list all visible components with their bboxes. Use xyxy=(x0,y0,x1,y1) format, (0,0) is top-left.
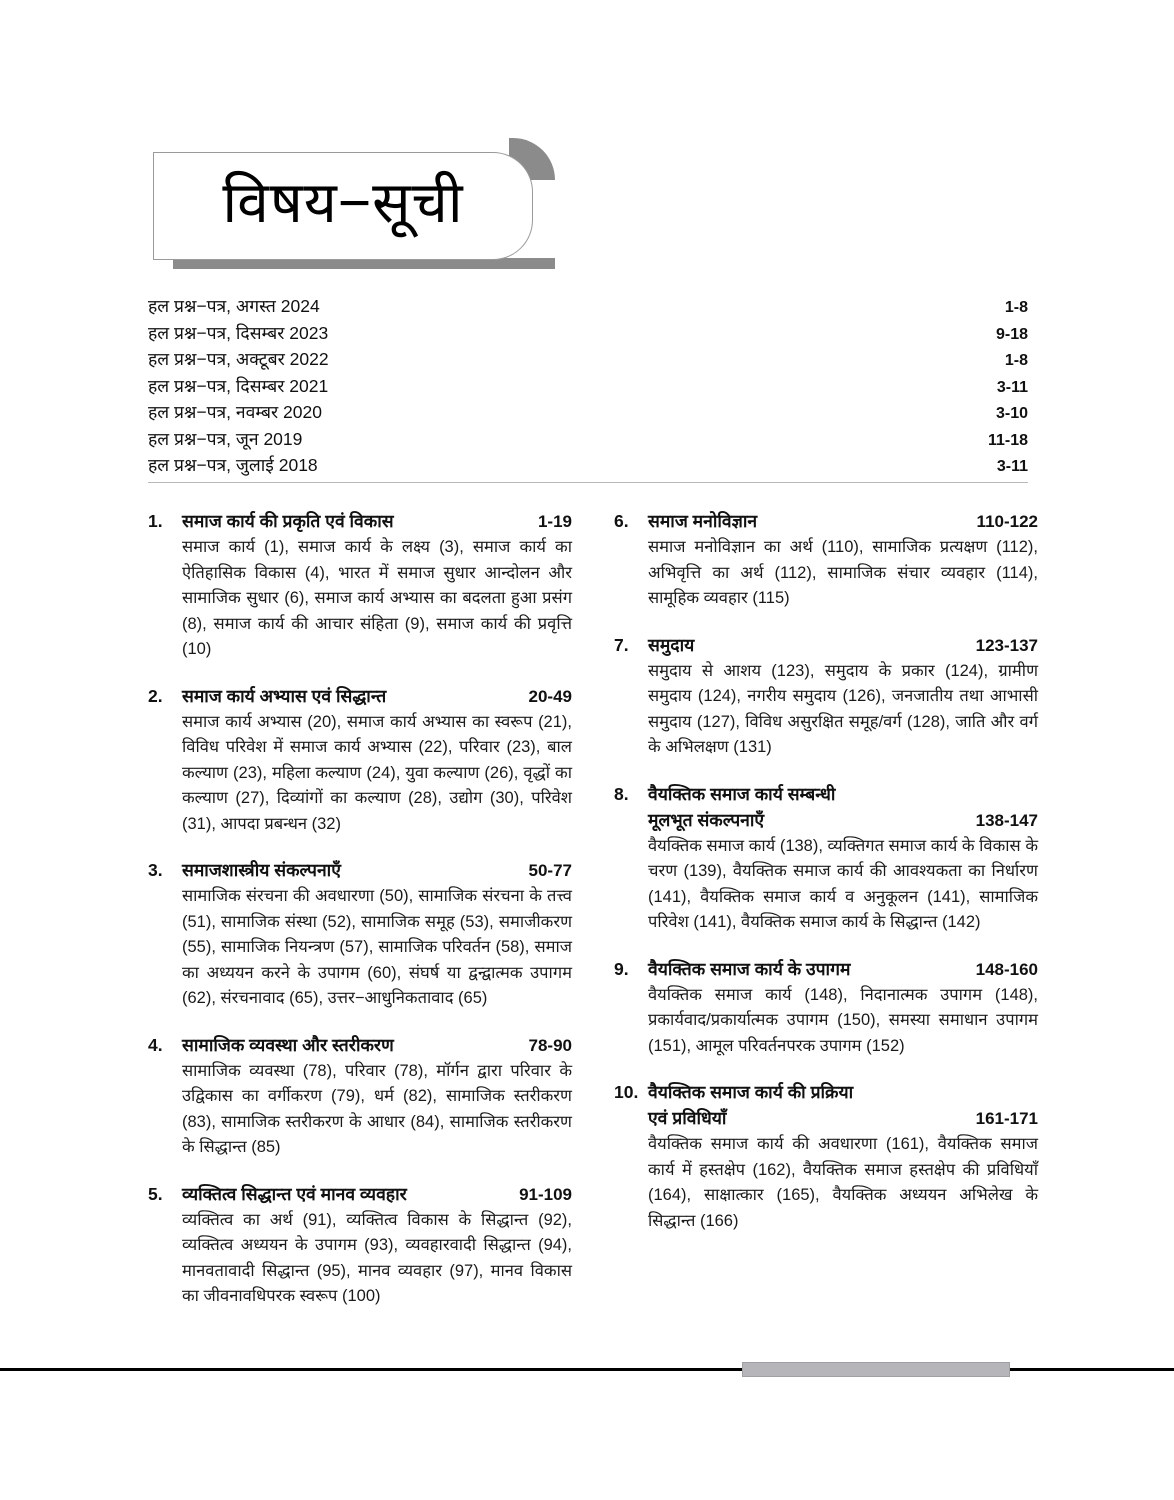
chapter-topics: समाज कार्य अभ्यास (20), समाज कार्य अभ्यास का स्वरूप (21), विविध परिवेश में समाज कार्य अभ्यास (22), परिवार (23), बाल कल्याण (23), महिला कल्याण (24), युवा कल्याण (26), वृद्धों का कल्याण (27), दिव्यांगों का कल्याण (28), उद्योग (30), परिवेश (31), आपदा प्रबन्धन (32) xyxy=(182,712,572,833)
chapter-topics: समाज मनोविज्ञान का अर्थ (110), सामाजिक प्रत्यक्षण (112), अभिवृत्ति का अर्थ (112), सामाजिक संचार व्यवहार (114), सामूहिक व्यवहार (115) xyxy=(648,538,1038,607)
paper-row xyxy=(148,347,1028,374)
chapter-heading xyxy=(614,956,1038,983)
chapter-heading xyxy=(614,508,1038,535)
chapters-right-column xyxy=(614,508,1038,1330)
paper-title: हल प्रश्न−पत्र, अक्टूबर 2022 xyxy=(148,349,329,369)
chapter-title: समाज मनोविज्ञान xyxy=(648,511,758,531)
chapter-title-wrap xyxy=(182,1032,572,1059)
chapter-title-wrap xyxy=(648,956,1038,983)
paper-page-range: 1-8 xyxy=(1004,352,1028,369)
paper-page-range: 3-11 xyxy=(996,458,1028,475)
chapter-topics: व्यक्तित्व का अर्थ (91), व्यक्तित्व विकास के सिद्धान्त (92), व्यक्तित्व अध्ययन के उपागम (93), व्यवहारवादी सिद्धान्त (94), मानवतावादी सिद्धान्त (95), मानव व्यवहार (97), मानव विकास का जीवनावधिपरक स्वरूप (100) xyxy=(182,1210,572,1305)
chapter-number: 8. xyxy=(614,783,629,804)
chapter-number: 7. xyxy=(614,634,629,655)
paper-page-range: 1-8 xyxy=(1004,299,1028,316)
chapter-topics: वैयक्तिक समाज कार्य (138), व्यक्तिगत समाज कार्य के विकास के चरण (139), वैयक्तिक समाज कार्य की आवश्यकता का निर्धारण (141), वैयक्तिक समाज कार्य व अनुकूलन (141), सामाजिक परिवेश (141), वैयक्तिक समाज कार्य के सिद्धान्त (142) xyxy=(648,836,1038,931)
chapter-page-range: 148-160 xyxy=(975,959,1038,979)
chapter-title-line2-row xyxy=(648,1105,1038,1132)
chapter-title: सामाजिक व्यवस्था और स्तरीकरण xyxy=(182,1034,394,1055)
paper-row xyxy=(148,427,1028,454)
paper-row xyxy=(148,453,1028,480)
chapter-entry[interactable] xyxy=(614,632,1038,761)
chapter-title: वैयक्तिक समाज कार्य सम्बन्धी xyxy=(648,783,836,804)
chapter-topics: सामाजिक व्यवस्था (78), परिवार (78), मॉर्गन द्वारा परिवार के उद्विकास का वर्गीकरण (79), धर्म (82), सामाजिक स्तरीकरण (83), सामाजिक स्तरीकरण के आधार (84), सामाजिक स्तरीकरण के सिद्धान्त (85) xyxy=(182,1061,572,1156)
chapter-topics: समुदाय से आशय (123), समुदाय के प्रकार (124), ग्रामीण समुदाय (124), नगरीय समुदाय (126), जनजातीय तथा आभासी समुदाय (127), विविध असुरक्षित समूह/वर्ग (128), जाति और वर्ग के अभिलक्षण (131) xyxy=(648,661,1038,756)
chapter-number: 10. xyxy=(614,1082,639,1102)
paper-row xyxy=(148,400,1028,427)
chapter-entry[interactable] xyxy=(148,683,572,838)
chapter-title: व्यक्तित्व सिद्धान्त एवं मानव व्यवहार xyxy=(182,1183,407,1204)
chapter-heading xyxy=(148,683,572,710)
chapter-heading xyxy=(614,632,1038,659)
chapter-entry[interactable] xyxy=(614,508,1038,612)
chapter-page-range: 1-19 xyxy=(537,512,572,531)
paper-page-range: 9-18 xyxy=(995,325,1028,343)
paper-title: हल प्रश्न−पत्र, नवम्बर 2020 xyxy=(148,402,322,422)
chapters-container xyxy=(148,508,1038,1330)
chapter-heading xyxy=(148,508,572,535)
chapter-number: 5. xyxy=(148,1183,163,1204)
chapter-title: वैयक्तिक समाज कार्य की प्रक्रिया xyxy=(648,1082,854,1102)
chapter-entry[interactable] xyxy=(148,508,572,663)
chapter-entry[interactable] xyxy=(614,1079,1038,1234)
chapter-number: 2. xyxy=(148,685,163,706)
chapter-title-wrap xyxy=(182,1181,572,1208)
chapter-number: 4. xyxy=(148,1034,163,1055)
chapter-title: समाज कार्य की प्रकृति एवं विकास xyxy=(182,511,394,531)
chapter-page-range: 50-77 xyxy=(528,861,572,880)
chapter-entry[interactable] xyxy=(148,1032,572,1161)
title-banner xyxy=(153,152,533,260)
chapter-page-range: 20-49 xyxy=(528,686,572,706)
section-divider xyxy=(148,482,1028,483)
banner-box xyxy=(153,152,533,260)
chapter-title-line2: मूलभूत संकल्पनाएँ xyxy=(648,809,765,830)
chapter-heading xyxy=(148,857,572,884)
chapter-page-range: 91-109 xyxy=(519,1184,572,1204)
chapter-number: 6. xyxy=(614,511,629,531)
chapter-title-wrap xyxy=(648,781,1038,834)
chapter-entry[interactable] xyxy=(148,1181,572,1310)
chapter-title-line2: एवं प्रविधियाँ xyxy=(648,1108,727,1128)
paper-page-range: 11-18 xyxy=(987,431,1028,449)
chapter-page-range: 78-90 xyxy=(528,1035,572,1055)
paper-title: हल प्रश्न−पत्र, अगस्त 2024 xyxy=(148,296,320,316)
chapter-number: 1. xyxy=(148,511,163,531)
chapter-number: 3. xyxy=(148,860,163,880)
paper-page-range: 3-11 xyxy=(996,378,1028,396)
paper-title: हल प्रश्न−पत्र, जून 2019 xyxy=(148,428,303,449)
chapter-title-wrap xyxy=(182,857,572,884)
chapter-page-range: 138-147 xyxy=(975,810,1038,830)
paper-title: हल प्रश्न−पत्र, जुलाई 2018 xyxy=(148,455,318,475)
chapter-topics: वैयक्तिक समाज कार्य (148), निदानात्मक उपागम (148), प्रकार्यवाद/प्रकार्यात्मक उपागम (150), समस्या समाधान उपागम (151), आमूल परिवर्तनपरक उपागम (152) xyxy=(648,985,1038,1055)
solved-papers-list xyxy=(148,294,1028,480)
chapter-heading xyxy=(614,781,1038,834)
chapter-title-line2-row xyxy=(648,807,1038,834)
chapter-title-wrap xyxy=(648,632,1038,659)
chapter-title-wrap xyxy=(182,508,572,535)
chapter-topics: सामाजिक संरचना की अवधारणा (50), सामाजिक संरचना के तत्त्व (51), सामाजिक संस्था (52), सामाजिक समूह (53), समाजीकरण (55), सामाजिक नियन्त्रण (57), सामाजिक परिवर्तन (58), समाज का अध्ययन करने के उपागम (60), संघर्ष या द्वन्द्वात्मक उपागम (62), संरचनावाद (65), उत्तर−आधुनिकतावाद (65) xyxy=(182,887,572,1007)
chapter-page-range: 161-171 xyxy=(975,1109,1038,1128)
chapter-topics: वैयक्तिक समाज कार्य की अवधारणा (161), वैयक्तिक समाज कार्य में हस्तक्षेप (162), वैयक्तिक समाज हस्तक्षेप की प्रविधियाँ (164), साक्षात्कार (165), वैयक्तिक अध्ययन अभिलेख के सिद्धान्त (166) xyxy=(648,1135,1038,1230)
chapter-title: समुदाय xyxy=(648,634,695,655)
footer-accent-block xyxy=(742,1362,1010,1377)
chapter-entry[interactable] xyxy=(614,781,1038,936)
chapter-title-wrap xyxy=(648,508,1038,535)
chapter-entry[interactable] xyxy=(148,857,572,1012)
chapter-heading xyxy=(148,1032,572,1059)
paper-title: हल प्रश्न−पत्र, दिसम्बर 2023 xyxy=(148,322,329,343)
chapter-topics: समाज कार्य (1), समाज कार्य के लक्ष्य (3), समाज कार्य का ऐतिहासिक विकास (4), भारत में समाज सुधार आन्दोलन और सामाजिक सुधार (6), समाज कार्य अभ्यास का बदलता हुआ प्रसंग (8), समाज कार्य की आचार संहिता (9), समाज कार्य की प्रवृत्ति (10) xyxy=(182,538,572,658)
chapter-heading xyxy=(614,1079,1038,1132)
chapter-page-range: 123-137 xyxy=(975,635,1038,655)
chapter-heading xyxy=(148,1181,572,1208)
chapter-title: समाजशास्त्रीय संकल्पनाएँ xyxy=(182,860,341,880)
chapter-entry[interactable] xyxy=(614,956,1038,1060)
chapter-title-wrap xyxy=(182,683,572,710)
paper-row xyxy=(148,374,1028,401)
chapter-title: समाज कार्य अभ्यास एवं सिद्धान्त xyxy=(182,685,387,706)
page-title: विषय−सूची xyxy=(222,170,464,235)
paper-page-range: 3-10 xyxy=(995,405,1028,422)
chapter-title-wrap xyxy=(648,1079,1038,1132)
chapter-number: 9. xyxy=(614,958,629,979)
chapters-left-column xyxy=(148,508,572,1330)
paper-row xyxy=(148,294,1028,321)
chapter-page-range: 110-122 xyxy=(976,512,1038,531)
paper-title: हल प्रश्न−पत्र, दिसम्बर 2021 xyxy=(148,375,329,396)
chapter-title: वैयक्तिक समाज कार्य के उपागम xyxy=(648,958,851,979)
paper-row xyxy=(148,321,1028,348)
